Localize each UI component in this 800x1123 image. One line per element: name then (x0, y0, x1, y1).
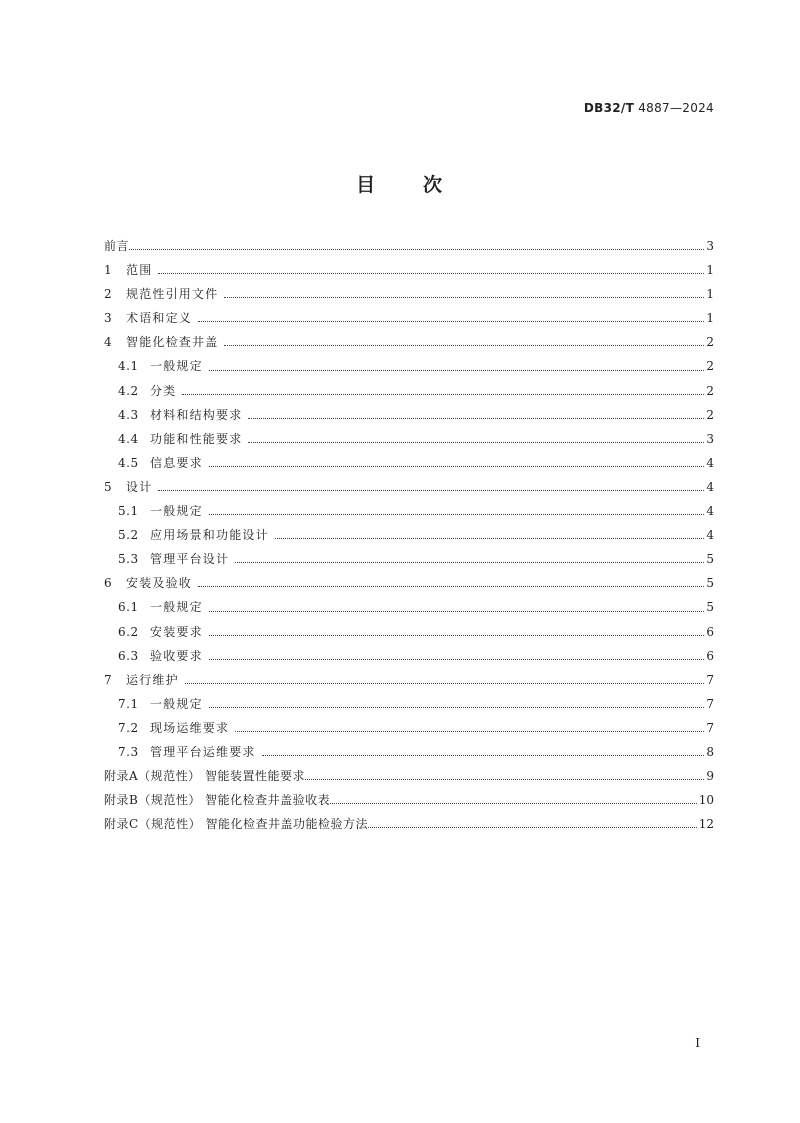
toc-entry[interactable] (104, 764, 714, 788)
toc-dot-leader (209, 707, 705, 708)
toc-dot-leader (275, 538, 705, 539)
toc-dot-leader (262, 755, 705, 756)
toc-entry-page: 1 (706, 287, 714, 302)
toc-entry-title: 应用场景和功能设计 (150, 528, 269, 543)
toc-entry-page: 4 (706, 479, 714, 494)
toc-entry-number: 4 (104, 335, 113, 350)
toc-entry-page: 7 (706, 720, 714, 735)
toc-entry-page: 5 (706, 600, 714, 615)
toc-entry-page: 3 (706, 431, 714, 446)
toc-dot-leader (198, 586, 704, 587)
toc-dot-leader (305, 779, 704, 780)
toc-entry[interactable] (104, 234, 714, 258)
document-code-prefix: DB32/T (583, 101, 635, 115)
toc-entry[interactable] (104, 403, 714, 427)
toc-entry-title: 安装要求 (150, 624, 203, 639)
toc-dot-leader (209, 659, 705, 660)
toc-entry-page: 5 (706, 576, 714, 591)
toc-dot-leader (224, 297, 704, 298)
toc-entry[interactable] (104, 523, 714, 547)
toc-dot-leader (209, 466, 705, 467)
toc-dot-leader (209, 514, 705, 515)
toc-entry-page: 5 (706, 552, 714, 567)
toc-entry-title: 功能和性能要求 (150, 431, 243, 446)
toc-entry-page: 2 (706, 383, 714, 398)
toc-entry-number: 4.5 (118, 455, 139, 470)
toc-entry-title: 一般规定 (150, 359, 203, 374)
toc-dot-leader (209, 370, 705, 371)
document-code (584, 101, 714, 115)
toc-dot-leader (129, 249, 704, 250)
toc-dot-leader (158, 490, 704, 491)
toc-entry-number: 5.3 (118, 552, 139, 567)
toc-entry-number: 5.2 (118, 528, 139, 543)
toc-entry-number: 4.1 (118, 359, 139, 374)
toc-dot-leader (209, 611, 705, 612)
toc-entry[interactable] (104, 740, 714, 764)
toc-entry-number: 6.2 (118, 624, 139, 639)
toc-entry-title: 术语和定义 (126, 311, 193, 326)
toc-dot-leader (182, 394, 704, 395)
toc-entry-title: 信息要求 (150, 455, 203, 470)
toc-dot-leader (248, 418, 704, 419)
toc-entry-title: 智能化检查井盖 (126, 335, 219, 350)
toc-entry[interactable] (104, 330, 714, 354)
toc-entry-number: 6.1 (118, 600, 139, 615)
toc-entry-page: 2 (706, 335, 714, 350)
toc-entry[interactable] (104, 788, 714, 812)
toc-entry-page: 12 (698, 817, 714, 832)
toc-entry-title: 一般规定 (150, 600, 203, 615)
toc-dot-leader (158, 273, 704, 274)
toc-entry-title: 前言 (104, 239, 130, 253)
toc-entry-title: 附录B（规范性） 智能化检查井盖验收表 (104, 793, 331, 808)
toc-entry-page: 2 (706, 407, 714, 422)
toc-entry[interactable] (104, 475, 714, 499)
toc-entry-number: 7.1 (118, 696, 139, 711)
toc-entry[interactable] (104, 379, 714, 403)
toc-entry-page: 10 (698, 793, 714, 808)
toc-entry-number: 4.2 (118, 383, 139, 398)
toc-entry[interactable] (104, 692, 714, 716)
toc-entry[interactable] (104, 282, 714, 306)
toc-title-char-1: 目 (356, 174, 377, 196)
toc-entry-title: 一般规定 (150, 504, 203, 519)
toc-entry-title: 一般规定 (150, 696, 203, 711)
toc-entry-page: 1 (706, 263, 714, 278)
toc-dot-leader (198, 321, 704, 322)
toc-entry[interactable] (104, 451, 714, 475)
toc-entry[interactable] (104, 812, 714, 836)
toc-entry-number: 4.3 (118, 407, 139, 422)
toc-dot-leader (330, 803, 697, 804)
toc-entry[interactable] (104, 427, 714, 451)
toc-entry[interactable] (104, 595, 714, 619)
toc-entry-title: 管理平台运维要求 (150, 744, 256, 759)
toc-entry-title: 安装及验收 (126, 576, 193, 591)
toc-entry-number: 5 (104, 479, 113, 494)
toc-entry-page: 1 (706, 311, 714, 326)
page-number: I (695, 1036, 700, 1050)
toc-entry-title: 附录A（规范性） 智能装置性能要求 (104, 769, 305, 784)
toc-entry-title: 管理平台设计 (150, 552, 230, 567)
toc-entry-page: 4 (706, 528, 714, 543)
toc-entry-title: 现场运维要求 (150, 720, 230, 735)
toc-dot-leader (224, 345, 704, 346)
toc-entry[interactable] (104, 354, 714, 378)
toc-entry-page: 7 (706, 696, 714, 711)
toc-entry-title: 运行维护 (126, 672, 179, 687)
toc-entry[interactable] (104, 668, 714, 692)
toc-entry[interactable] (104, 499, 714, 523)
toc-entry-title: 范围 (126, 263, 153, 278)
toc-entry-number: 6.3 (118, 648, 139, 663)
toc-entry[interactable] (104, 620, 714, 644)
toc-entry[interactable] (104, 547, 714, 571)
toc-entry-number: 4.4 (118, 431, 139, 446)
toc-entry-number: 1 (104, 263, 113, 278)
toc-entry-page: 3 (706, 239, 714, 253)
toc-dot-leader (185, 683, 705, 684)
toc-entry-title: 规范性引用文件 (126, 287, 219, 302)
toc-entry[interactable] (104, 571, 714, 595)
toc-entry-title: 分类 (150, 383, 177, 398)
toc-entry[interactable] (104, 306, 714, 330)
toc-entry-number: 7 (104, 672, 113, 687)
toc-entry-number: 2 (104, 287, 113, 302)
toc-entry-page: 4 (706, 455, 714, 470)
toc-entry-number: 3 (104, 311, 113, 326)
toc-entry[interactable] (104, 716, 714, 740)
toc-entry-number: 7.3 (118, 744, 139, 759)
toc-entry-page: 6 (706, 648, 714, 663)
toc-title-char-2: 次 (423, 174, 444, 196)
toc-entry-page: 8 (706, 744, 714, 759)
toc-dot-leader (235, 562, 704, 563)
toc-entry-page: 9 (706, 769, 714, 784)
toc-entry-page: 2 (706, 359, 714, 374)
toc-entry-page: 4 (706, 504, 714, 519)
toc-dot-leader (235, 731, 704, 732)
toc-entry-number: 7.2 (118, 720, 139, 735)
toc-entry-title: 材料和结构要求 (150, 407, 243, 422)
toc-dot-leader (209, 635, 705, 636)
toc-entry[interactable] (104, 258, 714, 282)
toc-entry-number: 6 (104, 576, 113, 591)
toc-title (0, 170, 800, 197)
toc-entry-number: 5.1 (118, 504, 139, 519)
toc-entry-title: 验收要求 (150, 648, 203, 663)
toc-dot-leader (248, 442, 704, 443)
toc-entry-title: 设计 (126, 479, 153, 494)
toc-list (104, 234, 714, 836)
toc-entry-page: 6 (706, 624, 714, 639)
toc-entry[interactable] (104, 644, 714, 668)
toc-dot-leader (368, 827, 697, 828)
document-code-number: 4887—2024 (638, 101, 714, 115)
toc-entry-page: 7 (706, 672, 714, 687)
toc-entry-title: 附录C（规范性） 智能化检查井盖功能检验方法 (104, 817, 368, 832)
